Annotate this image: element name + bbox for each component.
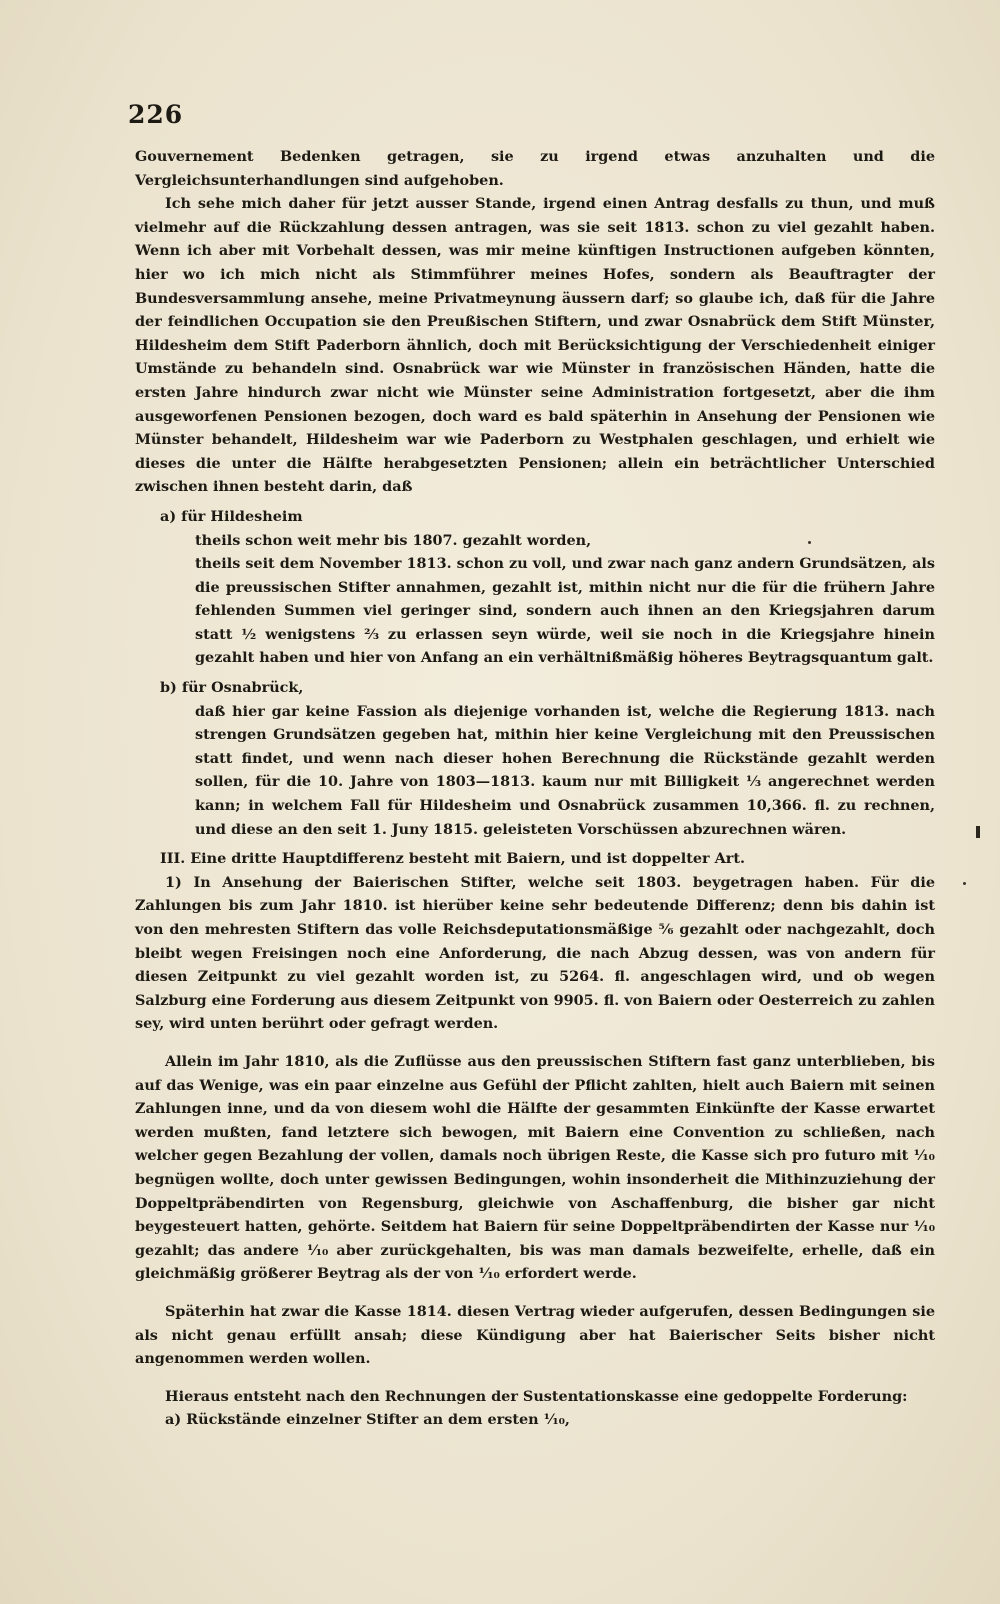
item-b-body xyxy=(135,700,935,842)
page-number: 226 xyxy=(128,100,184,129)
list-item: a) Rückstände einzelner Stifter an dem ersten ¹⁄₁₀, xyxy=(165,1411,570,1429)
ink-speck xyxy=(963,882,966,885)
paragraph: Hieraus entsteht nach den Rechnungen der Sustentationskasse eine gedoppelte Forderung: xyxy=(165,1387,908,1405)
ink-speck xyxy=(808,541,811,544)
item-a-line: theils schon weit mehr bis 1807. gezahlt worden, xyxy=(195,531,592,549)
section-heading: III. Eine dritte Hauptdifferenz besteht mit Baiern, und ist doppelter Art. xyxy=(160,850,746,868)
paragraph: Allein im Jahr 1810, als die Zuflüsse aus den preussischen Stiftern fast ganz unterblieben, bis auf das Wenige, was ein paar einzelne aus Gefühl der Pflicht zahlten, hielt auch Baiern mit seinen Zahlungen inne, und da von diesem wohl die Hälfte der gesammten Einkünfte der Kasse erwartet werden mußten, fand letztere sich bewogen, mit Baiern eine Convention zu schließen, nach welcher gegen Bezahlung der vollen, damals noch übrigen Reste, die Kasse sich pro futuro mit ¹⁄₁₀ begnügen wollte, doch unter gewissen Bedingungen, wohin insonderheit die Mithinzuziehung der Doppeltpräbendirten von Regensburg, gleichwie von Aschaffenburg, die bisher gar nicht beygesteuert hatten, gehörte. Seitdem hat Baiern für seine Doppeltpräbendirten der Kasse nur ¹⁄₁₀ gezahlt; das andere ¹⁄₁₀ aber zurückgehalten, bis was man damals bezweifelte, erhelle, daß ein gleichmäßig größerer Beytrag als der von ¹⁄₁₀ erfordert werde. xyxy=(135,1052,935,1283)
page-body xyxy=(135,145,935,1432)
margin-mark xyxy=(976,826,980,838)
paragraph: Späterhin hat zwar die Kasse 1814. diesen Vertrag wieder aufgerufen, dessen Bedingungen sie als nicht genau erfüllt ansah; diese Kündigung aber hat Baierischer Seits bisher nicht angenommen werden wollen. xyxy=(135,1302,935,1368)
paragraph: 1) In Ansehung der Baierischen Stifter, welche seit 1803. beygetragen haben. Für die Zahlungen bis zum Jahr 1810. ist hierüber keine sehr bedeutende Differenz; denn bis dahin ist von den mehresten Stiftern das volle Reichsdeputationsmäßige ⁵⁄₆ gezahlt oder nachgezahlt, doch bleibt wegen Freisingen noch eine Anforderung, die nach Abzug dessen, was von andern für diesen Zeitpunkt zu viel gezahlt worden ist, zu 5264. fl. angeschlagen wird, und ob wegen Salzburg eine Forderung aus diesem Zeitpunkt von 9905. fl. von Baiern oder Oesterreich zu zahlen sey, wird unten berührt oder gefragt werden. xyxy=(135,873,935,1033)
item-a-label: a) für Hildesheim xyxy=(160,507,303,525)
paragraph: Ich sehe mich daher für jetzt ausser Stande, irgend einen Antrag desfalls zu thun, und muß vielmehr auf die Rückzahlung dessen antragen, was sie seit 1813. schon zu viel gezahlt haben. Wenn ich aber mit Vorbehalt dessen, was mir meine künftigen Instructionen aufgeben könnten, hier wo ich mich nicht als Stimmführer meines Hofes, sondern als Beauftragter der Bundesversammlung ansehe, meine Privatmeynung äussern darf; so glaube ich, daß für die Jahre der feindlichen Occupation sie den Preußischen Stiftern, und zwar Osnabrück dem Stift Münster, Hildesheim dem Stift Paderborn ähnlich, doch mit Berücksichtigung der Verschiedenheit einiger Umstände zu behandeln sind. Osnabrück war wie Münster in französischen Händen, hatte die ersten Jahre hindurch zwar nicht wie Münster seine Administration fortgesetzt, aber die ihm ausgeworfenen Pensionen bezogen, doch ward es bald späterhin in Ansehung der Pensionen wie Münster behandelt, Hildesheim war wie Paderborn zu Westphalen geschlagen, und erhielt wie dieses die unter die Hälfte herabgesetzten Pensionen; allein ein beträchtlicher Unterschied zwischen ihnen besteht darin, daß xyxy=(135,195,935,496)
item-a-line: theils seit dem November 1813. schon zu voll, und zwar nach ganz andern Grundsätzen, als die preussischen Stifter annahmen, gezahlt ist, mithin nicht nur die für die frühern Jahre fehlenden Summen viel geringer sind, sondern auch ihnen an den Kriegsjahren darum statt ½ wenigstens ⅔ zu erlassen seyn würde, weil sie noch in die Kriegsjahre hinein gezahlt haben und hier von Anfang an ein verhältnißmäßig höheres Beytragsquantum galt. xyxy=(195,555,935,667)
item-a-body xyxy=(135,529,935,671)
item-b-label: b) für Osnabrück, xyxy=(160,679,304,697)
item-b-text: daß hier gar keine Fassion als diejenige vorhanden ist, welche die Regierung 1813. nach strengen Grundsätzen gegeben hat, mithin hier keine Vergleichung mit den Preussischen statt findet, und wenn nach dieser hohen Berechnung die Rückstände gezahlt werden sollen, für die 10. Jahre von 1803—1813. kaum nur mit Billigkeit ⅓ angerechnet werden kann; in welchem Fall für Hildesheim und Osnabrück zusammen 10,366. fl. zu rechnen, und diese an den seit 1. Juny 1815. geleisteten Vorschüssen abzurechnen wären. xyxy=(195,702,935,838)
paragraph: Gouvernement Bedenken getragen, sie zu irgend etwas anzuhalten und die Vergleichsunterhandlungen sind aufgehoben. xyxy=(135,148,935,189)
